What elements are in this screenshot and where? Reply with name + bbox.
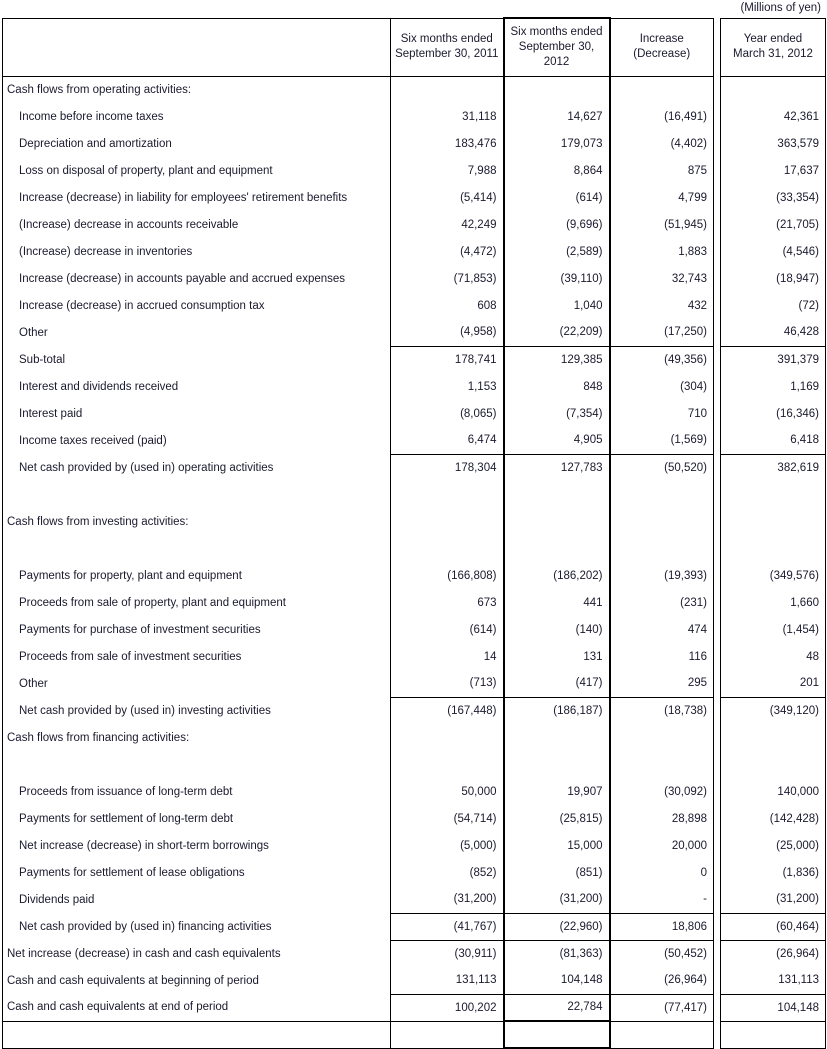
header-cell-label xyxy=(3,18,391,76)
row-value: 4,905 xyxy=(504,427,610,454)
table-row xyxy=(3,508,826,535)
row-value: 129,385 xyxy=(504,346,610,373)
table-row xyxy=(3,562,826,589)
row-label: Proceeds from sale of investment securities xyxy=(3,643,391,670)
table-row xyxy=(3,211,826,238)
row-label: Proceeds from sale of property, plant and equipment xyxy=(3,589,391,616)
row-value: (186,187) xyxy=(504,697,610,724)
row-value: (54,714) xyxy=(391,805,504,832)
row-value: 28,898 xyxy=(610,805,714,832)
row-value: (19,393) xyxy=(610,562,714,589)
row-value: (4,472) xyxy=(391,238,504,265)
row-value: (26,964) xyxy=(610,967,714,994)
row-value: (8,065) xyxy=(391,400,504,427)
row-label: Proceeds from issuance of long-term debt xyxy=(3,778,391,805)
row-value: (417) xyxy=(504,670,610,697)
row-value: 1,660 xyxy=(721,589,826,616)
row-value xyxy=(610,535,714,562)
row-value: (1,569) xyxy=(610,427,714,454)
row-value: (30,092) xyxy=(610,778,714,805)
row-value: (9,696) xyxy=(504,211,610,238)
row-label xyxy=(3,751,391,778)
column-spacer xyxy=(714,346,721,373)
row-value: (231) xyxy=(610,589,714,616)
row-label: Interest paid xyxy=(3,400,391,427)
table-row xyxy=(3,454,826,481)
row-label: Net cash provided by (used in) financing activities xyxy=(3,913,391,940)
row-value: 131,113 xyxy=(391,967,504,994)
row-value: (39,110) xyxy=(504,265,610,292)
column-spacer xyxy=(714,211,721,238)
row-value: 432 xyxy=(610,292,714,319)
column-spacer xyxy=(714,157,721,184)
row-value: 710 xyxy=(610,400,714,427)
table-row xyxy=(3,778,826,805)
row-value xyxy=(504,76,610,103)
row-value: 31,118 xyxy=(391,103,504,130)
row-value: (167,448) xyxy=(391,697,504,724)
column-spacer xyxy=(714,130,721,157)
row-value xyxy=(391,535,504,562)
row-value: 848 xyxy=(504,373,610,400)
column-spacer xyxy=(714,697,721,724)
table-body xyxy=(3,76,826,1048)
row-value: 104,148 xyxy=(504,967,610,994)
row-value: 42,249 xyxy=(391,211,504,238)
row-value: 6,474 xyxy=(391,427,504,454)
row-label: Other xyxy=(3,319,391,346)
row-value xyxy=(721,535,826,562)
table-row xyxy=(3,616,826,643)
row-value: (33,354) xyxy=(721,184,826,211)
row-value: 131,113 xyxy=(721,967,826,994)
row-value: 382,619 xyxy=(721,454,826,481)
table-row xyxy=(3,481,826,508)
table-row xyxy=(3,832,826,859)
row-label: (Increase) decrease in inventories xyxy=(3,238,391,265)
row-value: 1,040 xyxy=(504,292,610,319)
column-spacer xyxy=(714,508,721,535)
row-value: 20,000 xyxy=(610,832,714,859)
row-value: (851) xyxy=(504,859,610,886)
row-value: (25,000) xyxy=(721,832,826,859)
column-spacer xyxy=(714,292,721,319)
row-value: 19,907 xyxy=(504,778,610,805)
closing-cell xyxy=(610,1021,714,1048)
row-value: 673 xyxy=(391,589,504,616)
row-value xyxy=(391,751,504,778)
row-value: (1,836) xyxy=(721,859,826,886)
row-value: 14,627 xyxy=(504,103,610,130)
row-value xyxy=(504,724,610,751)
row-value: 100,202 xyxy=(391,994,504,1021)
row-label: Payments for purchase of investment securities xyxy=(3,616,391,643)
header-line1: Six months ended xyxy=(400,33,493,45)
row-value: (71,853) xyxy=(391,265,504,292)
column-spacer xyxy=(714,832,721,859)
row-value: 50,000 xyxy=(391,778,504,805)
column-spacer xyxy=(714,319,721,346)
row-value: (31,200) xyxy=(504,886,610,913)
row-value: (186,202) xyxy=(504,562,610,589)
row-label: Depreciation and amortization xyxy=(3,130,391,157)
row-value: 178,741 xyxy=(391,346,504,373)
header-cell-year-ended xyxy=(721,18,826,76)
table-row xyxy=(3,724,826,751)
row-value: (2,589) xyxy=(504,238,610,265)
row-value: (4,402) xyxy=(610,130,714,157)
row-value: 183,476 xyxy=(391,130,504,157)
row-value: (77,417) xyxy=(610,994,714,1021)
row-value: (18,738) xyxy=(610,697,714,724)
row-value: (49,356) xyxy=(610,346,714,373)
column-spacer xyxy=(714,238,721,265)
column-spacer xyxy=(714,454,721,481)
row-label: Cash and cash equivalents at end of period xyxy=(3,994,391,1021)
row-value: (31,200) xyxy=(391,886,504,913)
column-spacer xyxy=(714,76,721,103)
row-value xyxy=(391,481,504,508)
row-value: 8,864 xyxy=(504,157,610,184)
row-label: Dividends paid xyxy=(3,886,391,913)
row-value xyxy=(610,481,714,508)
table-row xyxy=(3,184,826,211)
row-label: Cash flows from financing activities: xyxy=(3,724,391,751)
row-value: 22,784 xyxy=(504,994,610,1021)
table-row xyxy=(3,427,826,454)
row-value: (5,414) xyxy=(391,184,504,211)
row-value: (31,200) xyxy=(721,886,826,913)
row-value xyxy=(504,751,610,778)
row-value: (51,945) xyxy=(610,211,714,238)
header-line2: September 30, 2011 xyxy=(395,48,499,60)
table-row xyxy=(3,130,826,157)
column-spacer xyxy=(714,886,721,913)
row-value xyxy=(610,751,714,778)
column-spacer xyxy=(714,616,721,643)
column-spacer xyxy=(714,643,721,670)
column-spacer xyxy=(714,859,721,886)
closing-cell xyxy=(714,1021,721,1048)
row-value: 391,379 xyxy=(721,346,826,373)
column-spacer xyxy=(714,589,721,616)
row-label: Increase (decrease) in accounts payable and accrued expenses xyxy=(3,265,391,292)
row-label: Net increase (decrease) in short-term borrowings xyxy=(3,832,391,859)
table-row xyxy=(3,103,826,130)
row-value: (4,958) xyxy=(391,319,504,346)
row-value: (166,808) xyxy=(391,562,504,589)
table-row xyxy=(3,400,826,427)
table-row xyxy=(3,994,826,1021)
row-label: Loss on disposal of property, plant and equipment xyxy=(3,157,391,184)
row-value: (81,363) xyxy=(504,940,610,967)
row-value xyxy=(721,76,826,103)
row-label: Net cash provided by (used in) investing activities xyxy=(3,697,391,724)
row-label: Cash flows from operating activities: xyxy=(3,76,391,103)
row-value: 14 xyxy=(391,643,504,670)
closing-cell xyxy=(3,1021,391,1048)
row-value xyxy=(610,76,714,103)
row-value: 441 xyxy=(504,589,610,616)
row-value: (41,767) xyxy=(391,913,504,940)
row-value: 0 xyxy=(610,859,714,886)
cash-flow-table xyxy=(2,17,826,1049)
row-value: (349,120) xyxy=(721,697,826,724)
row-value: (50,452) xyxy=(610,940,714,967)
row-value: (26,964) xyxy=(721,940,826,967)
row-value: (5,000) xyxy=(391,832,504,859)
row-value: 474 xyxy=(610,616,714,643)
row-value: (21,705) xyxy=(721,211,826,238)
column-spacer xyxy=(714,265,721,292)
row-value: (852) xyxy=(391,859,504,886)
row-label: Net increase (decrease) in cash and cash equivalents xyxy=(3,940,391,967)
row-value: 18,806 xyxy=(610,913,714,940)
row-value xyxy=(721,508,826,535)
header-line2: March 31, 2012 xyxy=(733,48,813,60)
row-value: 116 xyxy=(610,643,714,670)
table-row xyxy=(3,697,826,724)
row-value: (713) xyxy=(391,670,504,697)
column-spacer xyxy=(714,751,721,778)
row-value: (7,354) xyxy=(504,400,610,427)
table-row xyxy=(3,319,826,346)
column-spacer xyxy=(714,373,721,400)
table-row xyxy=(3,805,826,832)
header-line1: Increase xyxy=(639,33,684,45)
row-value: 1,883 xyxy=(610,238,714,265)
column-spacer xyxy=(714,562,721,589)
table-row xyxy=(3,589,826,616)
row-value: 179,073 xyxy=(504,130,610,157)
table-row xyxy=(3,292,826,319)
row-value: 104,148 xyxy=(721,994,826,1021)
table-row xyxy=(3,346,826,373)
column-spacer xyxy=(714,967,721,994)
table-row xyxy=(3,751,826,778)
table-row xyxy=(3,76,826,103)
row-value: 7,988 xyxy=(391,157,504,184)
table-row xyxy=(3,157,826,184)
closing-cell xyxy=(504,1021,610,1048)
units-caption: (Millions of yen) xyxy=(740,2,821,14)
row-value: (614) xyxy=(504,184,610,211)
row-value: 48 xyxy=(721,643,826,670)
row-value xyxy=(391,724,504,751)
row-value: 127,783 xyxy=(504,454,610,481)
row-value: 1,169 xyxy=(721,373,826,400)
header-line2: (Decrease) xyxy=(633,48,691,60)
row-value: (16,491) xyxy=(610,103,714,130)
row-value: 1,153 xyxy=(391,373,504,400)
row-value: 6,418 xyxy=(721,427,826,454)
row-value: 17,637 xyxy=(721,157,826,184)
column-spacer xyxy=(714,778,721,805)
row-value: (1,454) xyxy=(721,616,826,643)
header-row xyxy=(3,18,826,76)
column-spacer xyxy=(714,535,721,562)
table-row xyxy=(3,265,826,292)
row-value: (17,250) xyxy=(610,319,714,346)
column-spacer xyxy=(714,913,721,940)
row-value: (16,346) xyxy=(721,400,826,427)
column-spacer xyxy=(714,481,721,508)
row-label: Sub-total xyxy=(3,346,391,373)
row-value xyxy=(391,508,504,535)
table-row xyxy=(3,859,826,886)
row-value: (72) xyxy=(721,292,826,319)
row-value: 32,743 xyxy=(610,265,714,292)
row-value: (140) xyxy=(504,616,610,643)
column-spacer xyxy=(714,103,721,130)
row-label xyxy=(3,535,391,562)
header-line1: Year ended xyxy=(743,33,803,45)
row-label: Cash and cash equivalents at beginning of period xyxy=(3,967,391,994)
row-value: 295 xyxy=(610,670,714,697)
row-value: (30,911) xyxy=(391,940,504,967)
table-closing-rule xyxy=(3,1021,826,1048)
row-value: 875 xyxy=(610,157,714,184)
row-value: (25,815) xyxy=(504,805,610,832)
row-label: Payments for settlement of long-term debt xyxy=(3,805,391,832)
row-value xyxy=(610,724,714,751)
row-value: (4,546) xyxy=(721,238,826,265)
header-line1: Six months ended xyxy=(510,25,603,38)
row-value: (22,960) xyxy=(504,913,610,940)
column-spacer xyxy=(714,427,721,454)
row-value: 178,304 xyxy=(391,454,504,481)
table-header xyxy=(3,18,826,76)
row-value xyxy=(504,535,610,562)
row-label: Increase (decrease) in liability for employees' retirement benefits xyxy=(3,184,391,211)
row-value: (304) xyxy=(610,373,714,400)
row-value xyxy=(504,508,610,535)
row-value: 15,000 xyxy=(504,832,610,859)
row-value xyxy=(721,724,826,751)
row-label: Cash flows from investing activities: xyxy=(3,508,391,535)
column-spacer xyxy=(714,724,721,751)
table-row xyxy=(3,238,826,265)
row-value: - xyxy=(610,886,714,913)
row-value: (142,428) xyxy=(721,805,826,832)
row-value: (614) xyxy=(391,616,504,643)
table-row xyxy=(3,913,826,940)
row-value: (50,520) xyxy=(610,454,714,481)
closing-cell xyxy=(721,1021,826,1048)
row-label: Income taxes received (paid) xyxy=(3,427,391,454)
table-row xyxy=(3,967,826,994)
row-value: 363,579 xyxy=(721,130,826,157)
header-cell-spacer xyxy=(714,18,721,76)
row-value: 4,799 xyxy=(610,184,714,211)
row-label xyxy=(3,481,391,508)
row-value: (60,464) xyxy=(721,913,826,940)
row-value: 201 xyxy=(721,670,826,697)
row-label: Payments for settlement of lease obligations xyxy=(3,859,391,886)
column-spacer xyxy=(714,184,721,211)
column-spacer xyxy=(714,400,721,427)
row-value: (349,576) xyxy=(721,562,826,589)
header-line2: September 30, 2012 xyxy=(518,40,595,68)
column-spacer xyxy=(714,805,721,832)
row-value: 140,000 xyxy=(721,778,826,805)
row-value xyxy=(504,481,610,508)
row-value xyxy=(721,481,826,508)
row-value: 46,428 xyxy=(721,319,826,346)
column-spacer xyxy=(714,994,721,1021)
table-row xyxy=(3,643,826,670)
row-value: 608 xyxy=(391,292,504,319)
row-value xyxy=(721,751,826,778)
column-spacer xyxy=(714,940,721,967)
row-value: (18,947) xyxy=(721,265,826,292)
table-row xyxy=(3,535,826,562)
header-cell-increase-decrease xyxy=(610,18,714,76)
table-row xyxy=(3,670,826,697)
row-label: Interest and dividends received xyxy=(3,373,391,400)
header-cell-six-months-2011 xyxy=(391,18,504,76)
row-label: Increase (decrease) in accrued consumption tax xyxy=(3,292,391,319)
row-label: Net cash provided by (used in) operating activities xyxy=(3,454,391,481)
row-value: 42,361 xyxy=(721,103,826,130)
closing-cell xyxy=(391,1021,504,1048)
table-row xyxy=(3,940,826,967)
row-value xyxy=(610,508,714,535)
table-row xyxy=(3,886,826,913)
row-label: Income before income taxes xyxy=(3,103,391,130)
header-cell-six-months-2012 xyxy=(504,18,610,76)
row-label: (Increase) decrease in accounts receivable xyxy=(3,211,391,238)
row-label: Other xyxy=(3,670,391,697)
column-spacer xyxy=(714,670,721,697)
row-value xyxy=(391,76,504,103)
row-value: 131 xyxy=(504,643,610,670)
row-value: (22,209) xyxy=(504,319,610,346)
row-label: Payments for property, plant and equipment xyxy=(3,562,391,589)
table-row xyxy=(3,373,826,400)
